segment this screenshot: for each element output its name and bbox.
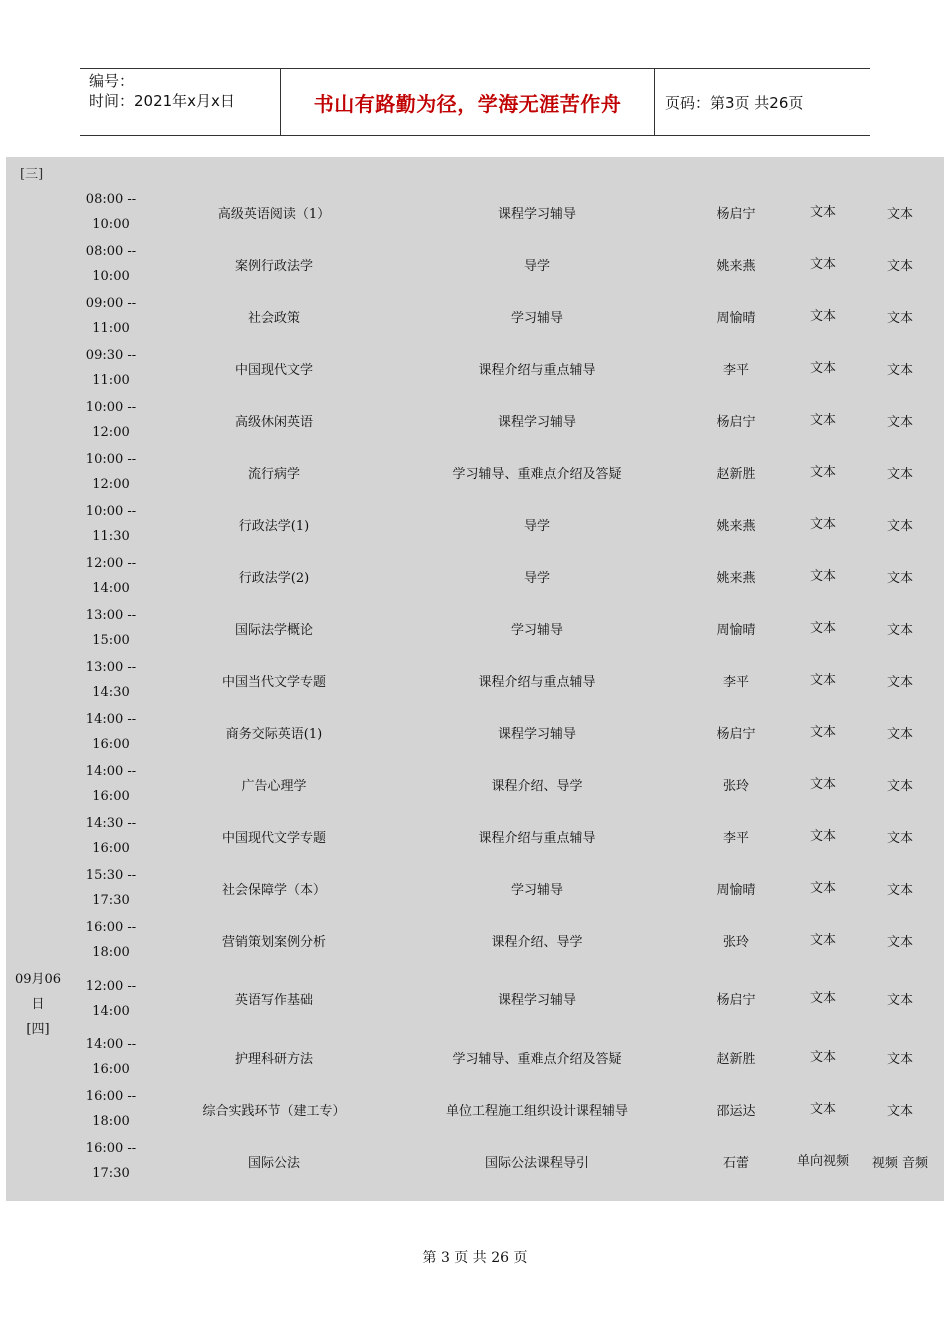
media-format-cell: 文本 <box>886 258 913 274</box>
time-start: 12:00 -- <box>85 556 137 571</box>
course-cell: 中国现代文学专题 <box>221 830 326 846</box>
teacher-cell: 杨启宁 <box>716 206 756 222</box>
media-type-cell: 文本 <box>809 672 836 688</box>
table-row <box>6 706 944 758</box>
teacher-cell: 周愉晴 <box>716 622 756 638</box>
table-row <box>6 810 944 862</box>
course-cell: 商务交际英语(1) <box>225 726 323 742</box>
teacher-cell: 邵运达 <box>716 1103 756 1119</box>
course-cell: 中国当代文学专题 <box>221 674 326 690</box>
table-row <box>6 186 944 238</box>
media-format-cell: 文本 <box>886 830 913 846</box>
table-row <box>6 914 944 966</box>
time-start: 16:00 -- <box>85 1141 137 1156</box>
time-start: 13:00 -- <box>85 660 137 675</box>
session-type-cell: 课程介绍与重点辅导 <box>478 674 596 690</box>
course-cell: 国际法学概论 <box>234 622 313 638</box>
session-type-cell: 导学 <box>523 518 550 534</box>
teacher-cell: 姚来燕 <box>716 570 756 586</box>
time-end: 18:00 <box>92 1114 130 1129</box>
time-start: 14:00 -- <box>85 764 137 779</box>
time-cell <box>70 810 152 862</box>
media-type-cell: 文本 <box>809 568 836 584</box>
course-cell: 社会政策 <box>247 310 300 326</box>
media-format-cell: 文本 <box>886 622 913 638</box>
media-format-cell: 文本 <box>886 674 913 690</box>
table-row <box>6 238 944 290</box>
session-type-cell: 学习辅导 <box>510 310 563 326</box>
time-start: 10:00 -- <box>85 400 137 415</box>
time-cell <box>70 758 152 810</box>
header-time-label: 时间：2021年x月x日 <box>89 92 235 110</box>
session-type-cell: 课程介绍与重点辅导 <box>478 362 596 378</box>
table-row <box>6 1135 944 1187</box>
date-line-1: 09月06 <box>14 972 62 987</box>
course-cell: 高级英语阅读（1） <box>217 206 331 222</box>
teacher-cell: 李平 <box>722 830 749 846</box>
time-start: 09:30 -- <box>85 348 137 363</box>
media-format-cell: 文本 <box>886 1103 913 1119</box>
media-format-cell: 视频 音频 <box>871 1155 929 1171</box>
table-row <box>6 1031 944 1083</box>
media-type-cell: 文本 <box>809 932 836 948</box>
teacher-cell: 杨启宁 <box>716 993 756 1008</box>
time-cell <box>70 1031 152 1083</box>
media-format-cell: 文本 <box>886 778 913 794</box>
media-type-cell: 文本 <box>809 204 836 220</box>
time-cell <box>70 394 152 446</box>
media-format-cell: 文本 <box>886 310 913 326</box>
table-row <box>6 550 944 602</box>
time-start: 16:00 -- <box>85 920 137 935</box>
time-cell <box>70 446 152 498</box>
media-type-cell: 文本 <box>809 880 836 896</box>
time-cell <box>70 706 152 758</box>
time-end: 14:30 <box>92 685 130 700</box>
media-type-cell: 文本 <box>809 464 836 480</box>
session-type-cell: 课程学习辅导 <box>497 726 576 742</box>
time-end: 17:30 <box>92 1166 130 1181</box>
date-line-2: 日 <box>31 997 45 1012</box>
media-format-cell: 文本 <box>886 726 913 742</box>
table-row <box>6 966 944 1031</box>
time-start: 16:00 -- <box>85 1089 137 1104</box>
media-type-cell: 文本 <box>809 516 836 532</box>
time-end: 12:00 <box>92 425 130 440</box>
session-type-cell: 学习辅导、重难点介绍及答疑 <box>452 1051 622 1067</box>
course-cell: 广告心理学 <box>241 778 307 794</box>
media-format-cell: 文本 <box>886 466 913 482</box>
session-type-cell: 课程介绍、导学 <box>491 778 583 794</box>
time-start: 08:00 -- <box>85 244 137 259</box>
time-end: 18:00 <box>92 945 130 960</box>
header-motto: 书山有路勤为径，学海无涯苦作舟 <box>281 69 655 135</box>
time-cell <box>70 862 152 914</box>
course-cell: 流行病学 <box>247 466 300 482</box>
session-type-cell: 学习辅导 <box>510 882 563 898</box>
header-meta <box>80 69 281 135</box>
time-cell <box>70 1083 152 1135</box>
media-type-cell: 文本 <box>809 360 836 376</box>
header-number-label: 编号： <box>89 72 135 90</box>
time-end: 12:00 <box>92 477 130 492</box>
time-cell <box>70 914 152 966</box>
time-end: 16:00 <box>92 737 130 752</box>
media-type-cell: 文本 <box>809 1101 836 1117</box>
course-cell: 护理科研方法 <box>234 1051 313 1067</box>
table-row <box>6 290 944 342</box>
media-format-cell: 文本 <box>886 518 913 534</box>
time-start: 08:00 -- <box>85 192 137 207</box>
table-row <box>6 342 944 394</box>
page-header <box>80 68 870 136</box>
time-end: 11:30 <box>92 529 130 544</box>
session-type-cell: 国际公法课程导引 <box>484 1155 589 1171</box>
course-cell: 中国现代文学 <box>234 362 313 378</box>
media-type-cell: 文本 <box>809 412 836 428</box>
table-row <box>6 446 944 498</box>
media-format-cell: 文本 <box>886 414 913 430</box>
session-type-cell: 课程学习辅导 <box>497 414 576 430</box>
teacher-cell: 姚来燕 <box>716 258 756 274</box>
time-end: 17:30 <box>92 893 130 908</box>
time-end: 14:00 <box>92 1003 130 1019</box>
teacher-cell: 周愉晴 <box>716 310 756 326</box>
course-cell: 综合实践环节（建工专） <box>202 1103 346 1119</box>
time-cell <box>70 238 152 290</box>
time-cell <box>70 186 152 238</box>
session-type-cell: 课程学习辅导 <box>497 993 576 1008</box>
media-type-cell: 文本 <box>809 991 836 1006</box>
session-type-cell: 学习辅导、重难点介绍及答疑 <box>452 466 622 482</box>
course-cell: 社会保障学（本） <box>221 882 326 898</box>
media-type-cell: 文本 <box>809 308 836 324</box>
table-row <box>6 394 944 446</box>
media-type-cell: 文本 <box>809 1049 836 1065</box>
time-start: 13:00 -- <box>85 608 137 623</box>
time-cell <box>70 654 152 706</box>
teacher-cell: 赵新胜 <box>716 466 756 482</box>
course-cell: 营销策划案例分析 <box>221 934 326 950</box>
time-start: 14:00 -- <box>85 712 137 727</box>
time-start: 14:00 -- <box>85 1037 137 1052</box>
time-start: 14:30 -- <box>85 816 137 831</box>
time-end: 14:00 <box>92 581 130 596</box>
time-start: 10:00 -- <box>85 504 137 519</box>
media-format-cell: 文本 <box>886 206 913 222</box>
time-cell <box>70 966 152 1031</box>
time-start: 15:30 -- <box>85 868 137 883</box>
media-type-cell: 文本 <box>809 724 836 740</box>
session-type-cell: 课程介绍、导学 <box>491 934 583 950</box>
teacher-cell: 杨启宁 <box>716 726 756 742</box>
time-end: 11:00 <box>92 373 130 388</box>
time-end: 16:00 <box>92 1062 130 1077</box>
course-cell: 英语写作基础 <box>234 993 313 1008</box>
page-footer: 第 3 页 共 26 页 <box>422 1250 528 1266</box>
media-type-cell: 文本 <box>809 828 836 844</box>
time-end: 15:00 <box>92 633 130 648</box>
time-cell <box>70 498 152 550</box>
teacher-cell: 石蕾 <box>722 1155 749 1171</box>
header-page-label: 页码：第3页 共26页 <box>665 93 804 112</box>
course-cell: 国际公法 <box>247 1155 300 1171</box>
session-type-cell: 学习辅导 <box>510 622 563 638</box>
time-cell <box>70 290 152 342</box>
teacher-cell: 姚来燕 <box>716 518 756 534</box>
media-format-cell: 文本 <box>886 934 913 950</box>
table-row <box>6 602 944 654</box>
media-type-cell: 文本 <box>809 256 836 272</box>
continued-day-label: [三] <box>20 167 44 182</box>
table-row <box>6 654 944 706</box>
table-row <box>6 758 944 810</box>
time-start: 09:00 -- <box>85 296 137 311</box>
time-end: 10:00 <box>92 269 130 284</box>
teacher-cell: 张玲 <box>722 778 749 794</box>
media-type-cell: 文本 <box>809 620 836 636</box>
course-cell: 行政法学(1) <box>238 518 310 534</box>
date-line-3: [四] <box>26 1022 50 1037</box>
media-format-cell: 文本 <box>886 882 913 898</box>
media-type-cell: 单向视频 <box>796 1153 849 1169</box>
table-row <box>6 1083 944 1135</box>
teacher-cell: 李平 <box>722 362 749 378</box>
time-cell <box>70 342 152 394</box>
table-row <box>6 498 944 550</box>
time-cell <box>70 1135 152 1187</box>
media-format-cell: 文本 <box>886 362 913 378</box>
time-end: 16:00 <box>92 789 130 804</box>
media-format-cell: 文本 <box>886 1051 913 1067</box>
time-cell <box>70 602 152 654</box>
teacher-cell: 李平 <box>722 674 749 690</box>
time-start: 12:00 -- <box>85 978 137 994</box>
time-end: 16:00 <box>92 841 130 856</box>
schedule-table <box>6 157 944 1201</box>
time-start: 10:00 -- <box>85 452 137 467</box>
time-end: 10:00 <box>92 217 130 232</box>
table-row <box>6 862 944 914</box>
media-type-cell: 文本 <box>809 776 836 792</box>
media-format-cell: 文本 <box>886 570 913 586</box>
media-format-cell: 文本 <box>886 993 913 1008</box>
teacher-cell: 张玲 <box>722 934 749 950</box>
time-end: 11:00 <box>92 321 130 336</box>
session-type-cell: 导学 <box>523 570 550 586</box>
course-cell: 行政法学(2) <box>238 570 310 586</box>
teacher-cell: 周愉晴 <box>716 882 756 898</box>
session-type-cell: 导学 <box>523 258 550 274</box>
course-cell: 案例行政法学 <box>234 258 313 274</box>
course-cell: 高级休闲英语 <box>234 414 313 430</box>
time-cell <box>70 550 152 602</box>
teacher-cell: 杨启宁 <box>716 414 756 430</box>
session-type-cell: 课程学习辅导 <box>497 206 576 222</box>
session-type-cell: 单位工程施工组织设计课程辅导 <box>445 1103 628 1119</box>
session-type-cell: 课程介绍与重点辅导 <box>478 830 596 846</box>
teacher-cell: 赵新胜 <box>716 1051 756 1067</box>
